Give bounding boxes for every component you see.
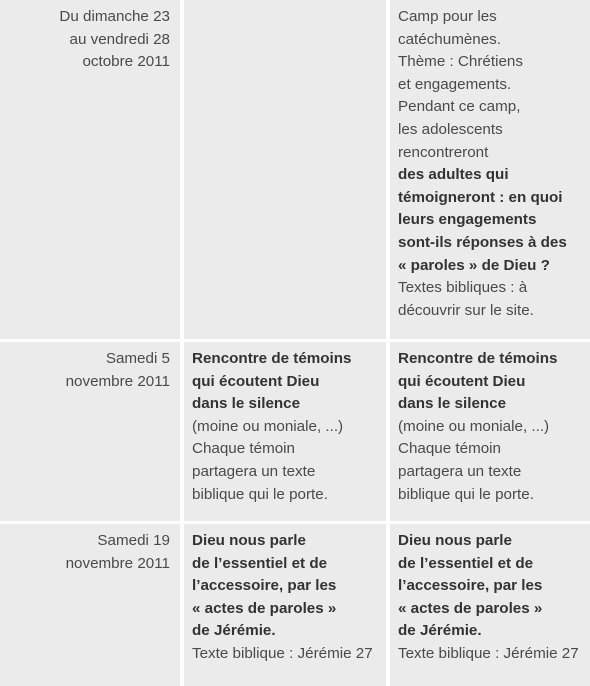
description-line: les adolescents [398,120,503,138]
description-line: des adultes qui [398,166,509,184]
date-line: octobre 2011 [82,53,170,71]
description-line: Pendant ce camp, [398,98,521,116]
description-line: Texte biblique : Jérémie 27 [398,644,579,662]
description-cell-col2 [184,524,386,686]
description-line: de Jérémie. [192,622,276,640]
description-line: qui écoutent Dieu [398,372,526,390]
description-line: biblique qui le porte. [398,485,534,503]
description-line: Rencontre de témoins [192,350,352,367]
description-line: Chaque témoin [398,440,502,458]
description-line: Camp pour les [398,8,497,25]
date-line: Samedi 19 [97,532,170,549]
description-line: (moine ou moniale, ...) [398,417,550,435]
date-line: novembre 2011 [65,554,170,572]
description-line: qui écoutent Dieu [192,372,320,390]
description-line: biblique qui le porte. [192,485,328,503]
description-line: et engagements. [398,75,512,93]
description-line: Thème : Chrétiens [398,53,523,71]
description-cell-col3 [390,524,590,686]
description-line: « actes de paroles » [398,599,543,617]
description-cell-col3 [390,0,590,339]
description-line: l’accessoire, par les [398,577,543,595]
description-line: partagera un texte [398,462,522,480]
description-line: l’accessoire, par les [192,577,337,595]
date-cell [0,342,180,521]
date-cell [0,524,180,686]
description-line: catéchumènes. [398,30,501,48]
description-cell-col2 [184,0,386,339]
description-line: leurs engagements [398,211,537,229]
description-line: Texte biblique : Jérémie 27 [192,644,373,662]
description-line: dans le silence [398,395,507,413]
date-line: Samedi 5 [105,350,170,367]
description-line: témoigneront : en quoi [398,188,563,206]
description-line: Textes bibliques : à [398,279,528,297]
description-line: « paroles » de Dieu ? [398,256,550,274]
description-line: Dieu nous parle [192,532,306,549]
description-line: partagera un texte [192,462,316,480]
description-line: Dieu nous parle [398,532,512,549]
description-line: dans le silence [192,395,301,413]
date-line: novembre 2011 [65,372,170,390]
description-line: Rencontre de témoins [398,350,558,367]
description-line: rencontreront [398,143,489,161]
description-line: de l’essentiel et de [192,554,328,572]
description-line: Chaque témoin [192,440,296,458]
description-line: de l’essentiel et de [398,554,534,572]
date-line: au vendredi 28 [69,30,170,48]
description-line: sont-ils réponses à des [398,233,567,251]
description-line: « actes de paroles » [192,599,337,617]
description-line: de Jérémie. [398,622,482,640]
date-line: Du dimanche 23 [59,8,170,25]
description-line: découvrir sur le site. [398,301,534,319]
date-cell [0,0,180,339]
description-line: (moine ou moniale, ...) [192,417,344,435]
description-cell-col3 [390,342,590,521]
description-cell-col2 [184,342,386,521]
